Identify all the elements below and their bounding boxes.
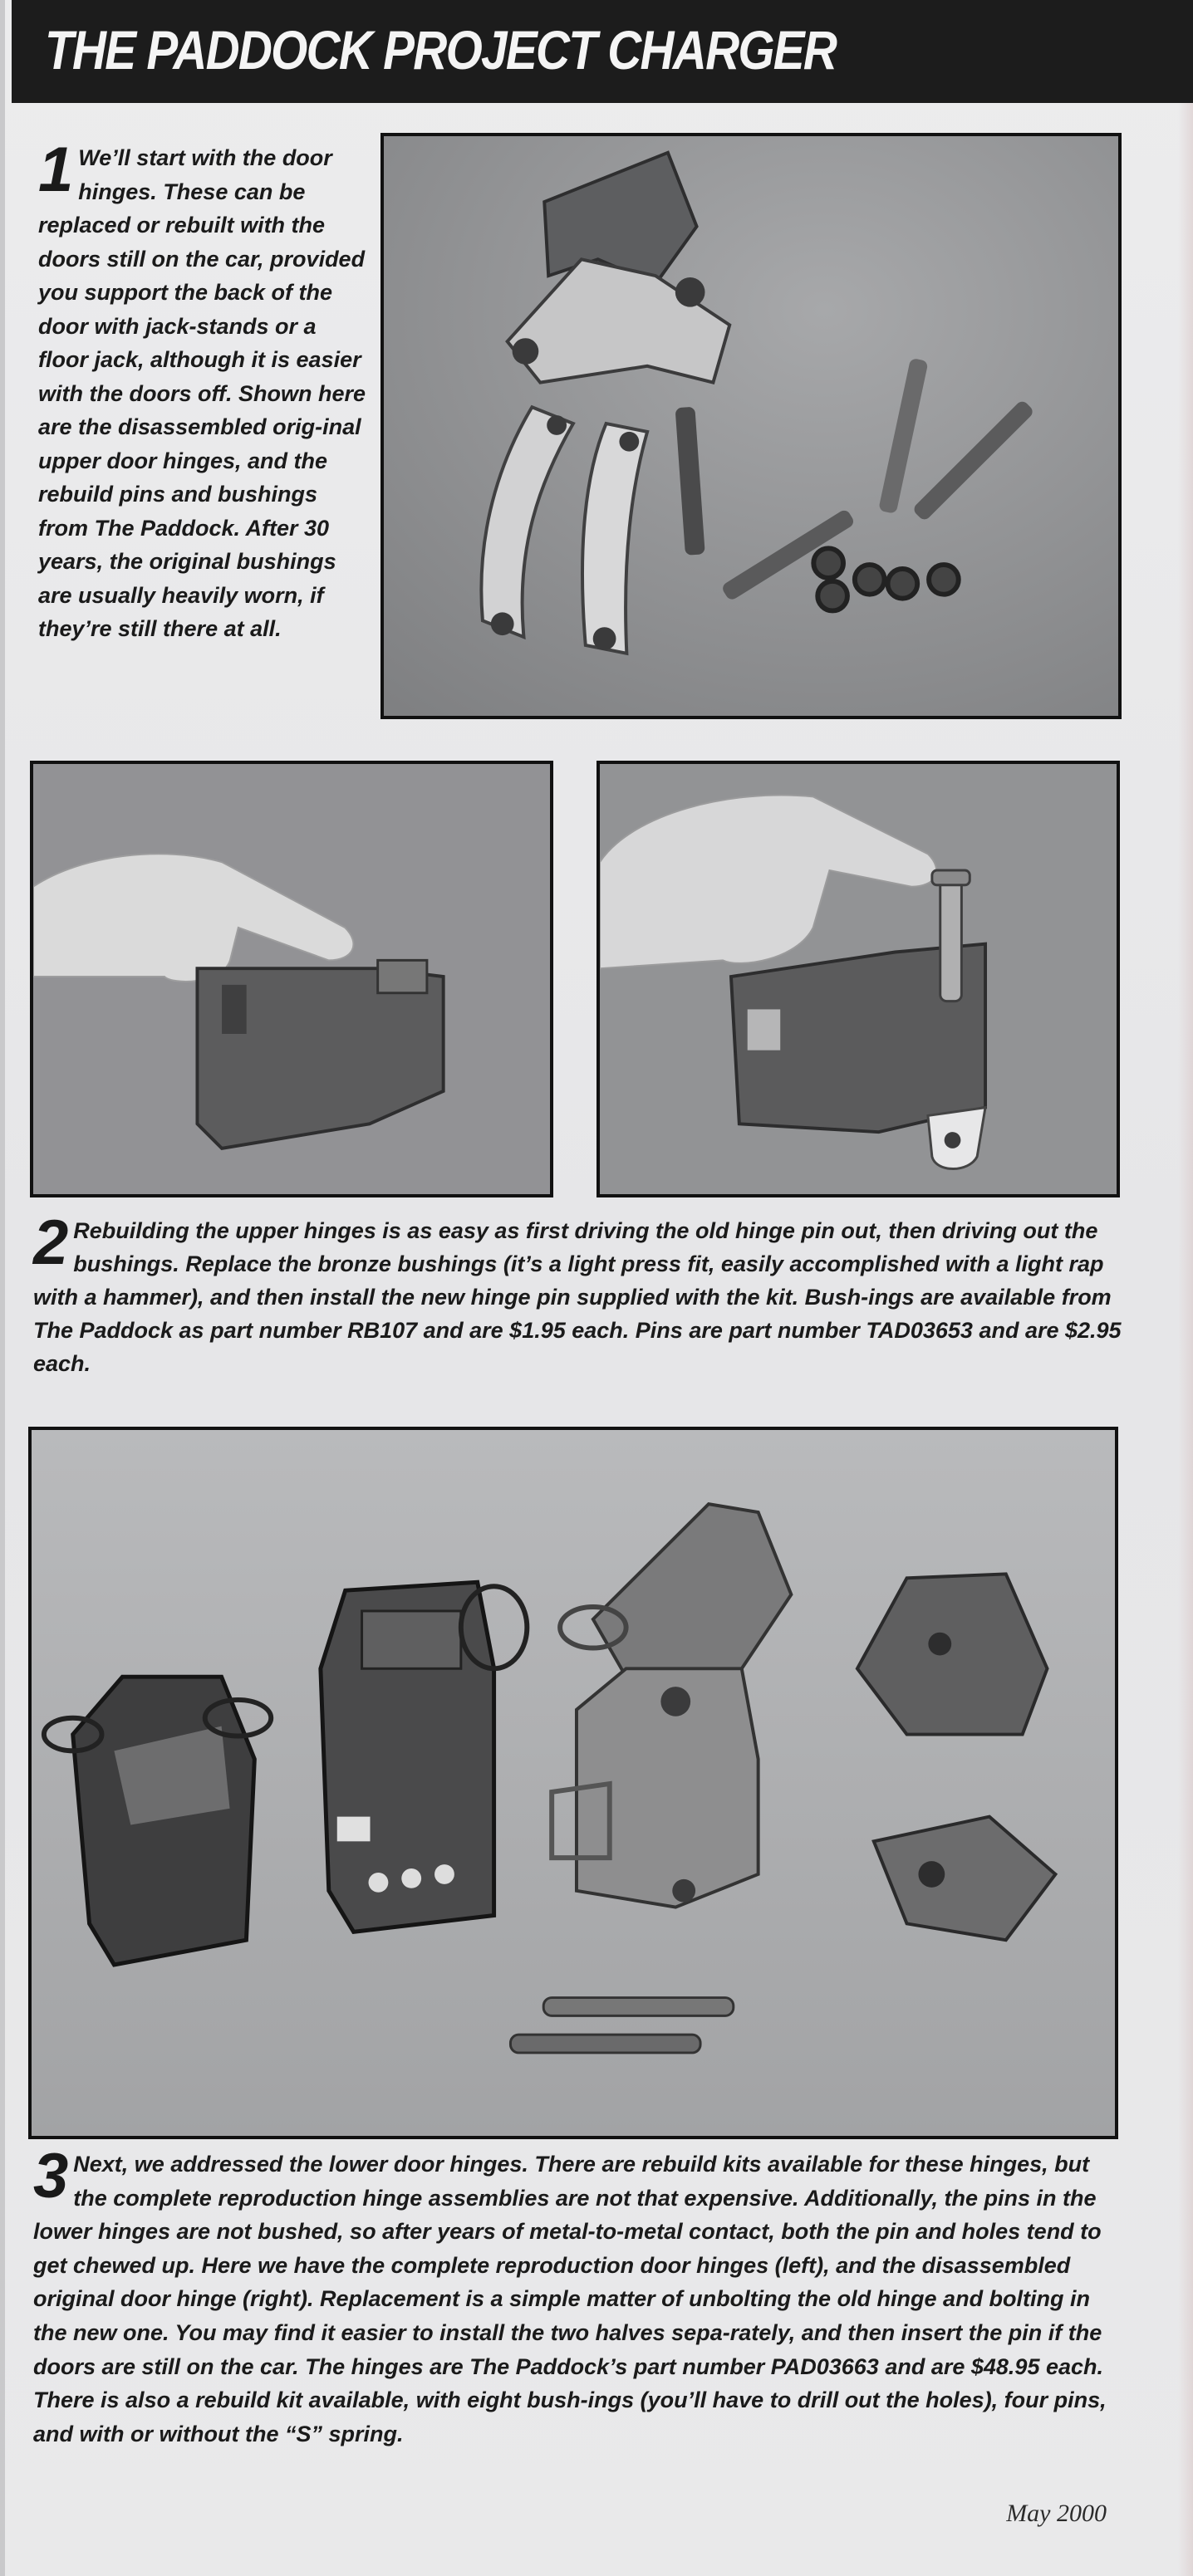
step-2-caption [33, 1207, 1122, 1380]
lower-hinges-illustration [32, 1430, 1115, 2136]
hand-holding-hinge-illustration-b [600, 764, 1117, 1194]
header-bar [12, 0, 1193, 103]
step-1-text: We’ll start with the door hinges. These can be replaced or rebuilt with the doors still on the car, provided you support the back of the door with jack-stands or a floor jack, although it is easier with the doors off. Shown here are the disassembled orig-inal upper door hinges, and the rebuild pins and bushings from The Paddock. After 30 years, the original bushings are usually heavily worn, if they’re still there at all. [38, 145, 366, 641]
hinge-pin-removal-photo-right [596, 761, 1120, 1197]
step-1-caption [38, 135, 371, 646]
page-title: THE PADDOCK PROJECT CHARGER [45, 19, 837, 81]
disassembled-upper-hinges-photo [380, 133, 1122, 719]
page-edge-bleed [1178, 103, 1193, 2576]
step-2-text: Rebuilding the upper hinges is as easy as first driving the old hinge pin out, then driving out the bushings. Replace the bronze bushings (it’s a light press fit, easily accomplished with a light rap with a hammer), and then install the new hinge pin supplied with the kit. Bush-ings are available from The Paddock as part number RB107 and are $1.95 each. Pins are part number TAD03653 and are $2.95 each. [33, 1218, 1122, 1376]
step-1-number: 1 [38, 135, 74, 205]
step-3-caption [33, 2141, 1122, 2451]
step-3-number: 3 [33, 2141, 69, 2211]
lower-door-hinges-photo [28, 1427, 1118, 2139]
step-2-number: 2 [33, 1207, 69, 1278]
hinge-pin-removal-photo-left [30, 761, 553, 1197]
upper-hinge-parts-illustration [384, 136, 1118, 716]
issue-date: May 2000 [1006, 2500, 1107, 2527]
step-3-text: Next, we addressed the lower door hinges. There are rebuild kits available for these hinges, but the complete reproduction hinge assemblies are not that expensive. Additionally, the pins in the lower hinges are not bushed, so after years of metal-to-metal contact, both the pin and holes tend to get chewed up. Here we have the complete reproduction door hinges (left), and the disassembled original door hinge (right). Replacement is a simple matter of unbolting the old hinge and bolting in the new one. You may find it easier to install the two halves sepa-rately, and then insert the pin if the doors are still on the car. The hinges are The Paddock’s part number PAD03663 and are $48.95 each. There is also a rebuild kit available, with eight bush-ings (you’ll have to drill out the holes), four pins, and with or without the “S” spring. [33, 2152, 1107, 2446]
hand-holding-hinge-illustration-a [33, 764, 550, 1194]
